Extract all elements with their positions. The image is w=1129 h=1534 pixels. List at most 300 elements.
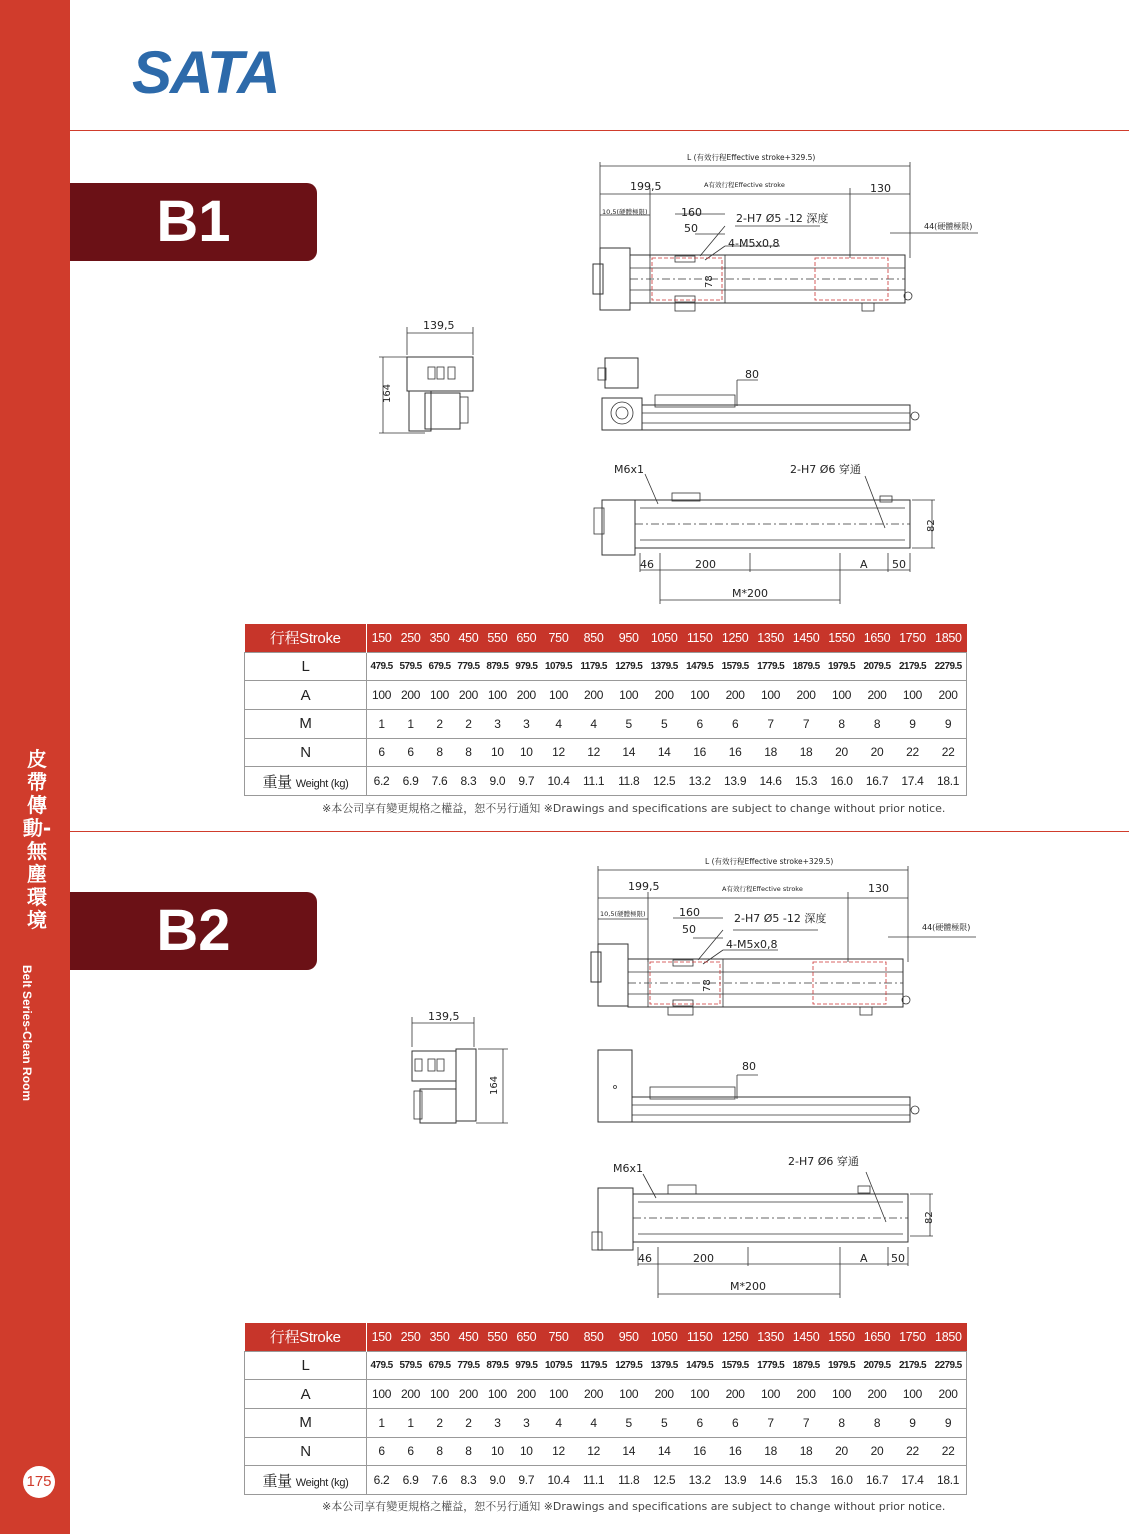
row-label-a: A: [245, 1380, 367, 1409]
svg-text:4-M5x0,8: 4-M5x0,8: [728, 237, 780, 250]
table-cell: 14: [646, 1437, 681, 1466]
table-cell: 200: [717, 681, 752, 710]
table-cell: 1379.5: [646, 1351, 681, 1380]
table-row: [245, 681, 967, 710]
table-cell: 8: [454, 1437, 483, 1466]
table-cell: 6.9: [396, 1466, 425, 1495]
category-title-cn: 皮帶傳動-無塵環境: [22, 747, 52, 932]
table-cell: 200: [930, 1380, 966, 1409]
table-cell: 18.1: [930, 767, 966, 796]
table-cell: 17.4: [895, 1466, 930, 1495]
table-cell: 2: [425, 1408, 454, 1437]
table-cell: 6.9: [396, 767, 425, 796]
table-cell: 100: [753, 1380, 788, 1409]
table-cell: 14.6: [753, 767, 788, 796]
svg-text:A: A: [860, 558, 868, 571]
table-cell: 4: [541, 709, 576, 738]
table-cell: 20: [824, 738, 859, 767]
b2-disclaimer: ※本公司享有變更規格之權益，恕不另行通知 ※Drawings and specifications are subject to change without prior notice.: [322, 1500, 946, 1513]
svg-text:82: 82: [926, 519, 937, 532]
table-cell: 22: [895, 1437, 930, 1466]
table-cell: 1: [367, 709, 397, 738]
svg-text:78: 78: [704, 275, 715, 288]
b1-disclaimer: ※本公司享有變更規格之權益，恕不另行通知 ※Drawings and specifications are subject to change without prior notice.: [322, 802, 946, 815]
svg-text:200: 200: [693, 1252, 714, 1265]
table-cell: 12: [541, 1437, 576, 1466]
table-cell: 8: [824, 709, 859, 738]
table-cell: 5: [611, 709, 646, 738]
table-cell: 100: [541, 681, 576, 710]
b2-side-view-drawing: [400, 1005, 510, 1130]
table-cell: 579.5: [396, 652, 425, 681]
svg-text:44(硬體極限): 44(硬體極限): [924, 222, 973, 231]
table-cell: 1879.5: [788, 1351, 823, 1380]
stroke-cell: 450: [454, 624, 483, 652]
table-cell: 1579.5: [717, 652, 752, 681]
table-cell: 200: [788, 681, 823, 710]
table-cell: 8: [425, 1437, 454, 1466]
table-cell: 11.1: [576, 767, 611, 796]
table-cell: 1479.5: [682, 652, 717, 681]
table-cell: 100: [425, 1380, 454, 1409]
table-cell: 100: [682, 681, 717, 710]
table-cell: 200: [512, 1380, 541, 1409]
table-cell: 100: [611, 681, 646, 710]
table-cell: 11.8: [611, 767, 646, 796]
table-header-row: [245, 1323, 967, 1351]
table-cell: 1779.5: [753, 1351, 788, 1380]
table-cell: 2: [454, 709, 483, 738]
table-cell: 9.0: [483, 1466, 512, 1495]
b1-top-view-drawing: [590, 148, 990, 318]
weight-label-cn: 重量: [262, 773, 292, 791]
svg-text:164: 164: [382, 383, 393, 403]
table-cell: 9: [930, 709, 966, 738]
table-cell: 6: [682, 1408, 717, 1437]
table-row: [245, 1351, 967, 1380]
stroke-cell: 550: [483, 1323, 512, 1351]
table-cell: 100: [824, 1380, 859, 1409]
table-cell: 479.5: [367, 1351, 397, 1380]
svg-text:A有效行程Effective stroke: A有效行程Effective stroke: [722, 885, 803, 893]
table-cell: 1379.5: [646, 652, 681, 681]
table-cell: 16.7: [859, 767, 894, 796]
b2-top-view-drawing: [588, 852, 988, 1022]
b1-side-view-drawing: [375, 315, 485, 435]
table-row: [245, 652, 967, 681]
table-cell: 12: [576, 738, 611, 767]
table-cell: 16.7: [859, 1466, 894, 1495]
table-cell: 4: [576, 1408, 611, 1437]
stroke-cell: 850: [576, 624, 611, 652]
table-cell: 8: [425, 738, 454, 767]
table-cell: 8: [454, 738, 483, 767]
table-row: [245, 1466, 967, 1495]
table-cell: 200: [396, 1380, 425, 1409]
stroke-cell: 1450: [788, 1323, 823, 1351]
stroke-cell: 1550: [824, 1323, 859, 1351]
row-label-l: L: [245, 652, 367, 681]
table-cell: 11.1: [576, 1466, 611, 1495]
svg-text:44(硬體極限): 44(硬體極限): [922, 923, 971, 932]
svg-text:199,5: 199,5: [630, 180, 662, 193]
table-cell: 9.7: [512, 767, 541, 796]
svg-text:2-H7 Ø6 穿通: 2-H7 Ø6 穿通: [790, 463, 861, 476]
stroke-cell: 1650: [859, 624, 894, 652]
weight-label-cn: 重量: [262, 1472, 292, 1490]
table-cell: 10: [512, 738, 541, 767]
table-cell: 100: [367, 681, 397, 710]
table-cell: 1079.5: [541, 652, 576, 681]
table-cell: 6: [396, 1437, 425, 1466]
table-cell: 200: [646, 1380, 681, 1409]
b1-front-view-drawing: [590, 350, 940, 435]
svg-text:10,5(硬體極限): 10,5(硬體極限): [600, 910, 646, 918]
table-cell: 1279.5: [611, 652, 646, 681]
stroke-cell: 250: [396, 1323, 425, 1351]
svg-text:80: 80: [745, 368, 759, 381]
svg-text:50: 50: [891, 1252, 905, 1265]
table-row: [245, 709, 967, 738]
table-cell: 4: [576, 709, 611, 738]
table-cell: 18: [753, 1437, 788, 1466]
table-cell: 1979.5: [824, 1351, 859, 1380]
row-label-n: N: [245, 738, 367, 767]
table-row: [245, 738, 967, 767]
svg-text:4-M5x0,8: 4-M5x0,8: [726, 938, 778, 951]
table-cell: 16: [717, 738, 752, 767]
table-cell: 7.6: [425, 767, 454, 796]
table-cell: 1: [367, 1408, 397, 1437]
svg-text:78: 78: [702, 979, 713, 992]
table-cell: 18: [753, 738, 788, 767]
table-cell: 18: [788, 738, 823, 767]
table-cell: 200: [930, 681, 966, 710]
table-cell: 1279.5: [611, 1351, 646, 1380]
table-cell: 7.6: [425, 1466, 454, 1495]
table-cell: 879.5: [483, 1351, 512, 1380]
svg-text:46: 46: [640, 558, 654, 571]
row-label-weight: [245, 767, 367, 796]
stroke-cell: 150: [367, 624, 397, 652]
svg-text:M*200: M*200: [730, 1280, 766, 1293]
table-cell: 14: [646, 738, 681, 767]
category-title-en: Belt Series-Clean Room: [20, 965, 34, 1102]
table-cell: 979.5: [512, 1351, 541, 1380]
table-cell: 1979.5: [824, 652, 859, 681]
table-cell: 13.2: [682, 767, 717, 796]
table-cell: 200: [454, 1380, 483, 1409]
table-cell: 2179.5: [895, 1351, 930, 1380]
svg-text:A: A: [860, 1252, 868, 1265]
table-header-row: [245, 624, 967, 652]
svg-text:M*200: M*200: [732, 587, 768, 600]
table-cell: 12: [541, 738, 576, 767]
stroke-header: 行程Stroke: [245, 1323, 367, 1351]
table-cell: 200: [859, 1380, 894, 1409]
row-label-l: L: [245, 1351, 367, 1380]
table-cell: 100: [895, 1380, 930, 1409]
table-cell: 3: [512, 1408, 541, 1437]
table-cell: 8.3: [454, 1466, 483, 1495]
table-cell: 779.5: [454, 652, 483, 681]
table-cell: 1079.5: [541, 1351, 576, 1380]
b1-spec-table: [244, 624, 967, 796]
stroke-cell: 1350: [753, 624, 788, 652]
table-cell: 100: [682, 1380, 717, 1409]
table-cell: 18.1: [930, 1466, 966, 1495]
table-cell: 200: [396, 681, 425, 710]
table-cell: 200: [646, 681, 681, 710]
svg-text:2-H7 Ø6 穿通: 2-H7 Ø6 穿通: [788, 1155, 859, 1168]
table-cell: 3: [483, 709, 512, 738]
table-cell: 8: [859, 1408, 894, 1437]
table-cell: 2: [425, 709, 454, 738]
table-cell: 9.0: [483, 767, 512, 796]
stroke-cell: 1850: [930, 1323, 966, 1351]
table-cell: 10.4: [541, 767, 576, 796]
table-cell: 979.5: [512, 652, 541, 681]
table-cell: 2279.5: [930, 1351, 966, 1380]
page-number: 175: [23, 1466, 55, 1498]
row-label-a: A: [245, 681, 367, 710]
table-cell: 22: [895, 738, 930, 767]
stroke-cell: 550: [483, 624, 512, 652]
table-cell: 13.9: [717, 767, 752, 796]
stroke-cell: 350: [425, 1323, 454, 1351]
svg-text:A有效行程Effective stroke: A有效行程Effective stroke: [704, 181, 785, 189]
svg-text:50: 50: [682, 923, 696, 936]
b2-spec-table: [244, 1323, 967, 1495]
stroke-cell: 1150: [682, 1323, 717, 1351]
table-cell: 879.5: [483, 652, 512, 681]
table-cell: 2: [454, 1408, 483, 1437]
table-cell: 7: [788, 709, 823, 738]
divider-top: [70, 130, 1129, 131]
svg-text:160: 160: [681, 206, 702, 219]
table-cell: 6: [396, 738, 425, 767]
table-row: [245, 1437, 967, 1466]
table-cell: 7: [788, 1408, 823, 1437]
b1-bottom-view-drawing: [590, 458, 950, 608]
table-cell: 7: [753, 1408, 788, 1437]
section-tag-b1: B1: [70, 183, 317, 261]
svg-text:M6x1: M6x1: [613, 1162, 643, 1175]
stroke-cell: 350: [425, 624, 454, 652]
stroke-cell: 1350: [753, 1323, 788, 1351]
stroke-cell: 650: [512, 1323, 541, 1351]
svg-text:L (有效行程Effective stroke+329.5): L (有效行程Effective stroke+329.5): [705, 857, 834, 866]
table-cell: 9.7: [512, 1466, 541, 1495]
table-cell: 200: [576, 1380, 611, 1409]
row-label-m: M: [245, 709, 367, 738]
table-cell: 16.0: [824, 767, 859, 796]
table-cell: 12.5: [646, 767, 681, 796]
table-cell: 100: [611, 1380, 646, 1409]
row-label-weight: [245, 1466, 367, 1495]
svg-text:2-H7 Ø5 -12 深度: 2-H7 Ø5 -12 深度: [736, 212, 829, 225]
stroke-cell: 1750: [895, 1323, 930, 1351]
svg-text:2-H7 Ø5 -12 深度: 2-H7 Ø5 -12 深度: [734, 912, 827, 925]
weight-label-en: Weight (kg): [295, 1476, 349, 1489]
svg-text:130: 130: [868, 882, 889, 895]
table-cell: 3: [512, 709, 541, 738]
logo-text: SATA: [132, 40, 279, 100]
table-cell: 12.5: [646, 1466, 681, 1495]
table-cell: 6: [717, 1408, 752, 1437]
table-cell: 100: [483, 681, 512, 710]
svg-text:80: 80: [742, 1060, 756, 1073]
table-cell: 22: [930, 1437, 966, 1466]
table-cell: 479.5: [367, 652, 397, 681]
table-cell: 12: [576, 1437, 611, 1466]
stroke-cell: 1150: [682, 624, 717, 652]
svg-text:130: 130: [870, 182, 891, 195]
stroke-cell: 1750: [895, 624, 930, 652]
table-cell: 10: [512, 1437, 541, 1466]
table-cell: 6: [367, 1437, 397, 1466]
table-cell: 9: [895, 709, 930, 738]
table-cell: 16: [682, 1437, 717, 1466]
table-cell: 679.5: [425, 652, 454, 681]
svg-text:L (有效行程Effective stroke+329.5): L (有效行程Effective stroke+329.5): [687, 153, 816, 162]
table-cell: 14.6: [753, 1466, 788, 1495]
stroke-cell: 950: [611, 1323, 646, 1351]
table-cell: 9: [930, 1408, 966, 1437]
table-cell: 5: [611, 1408, 646, 1437]
table-row: [245, 767, 967, 796]
table-cell: 10: [483, 1437, 512, 1466]
table-cell: 17.4: [895, 767, 930, 796]
table-cell: 6.2: [367, 767, 397, 796]
svg-text:M6x1: M6x1: [614, 463, 644, 476]
stroke-cell: 150: [367, 1323, 397, 1351]
table-cell: 4: [541, 1408, 576, 1437]
table-cell: 200: [454, 681, 483, 710]
table-cell: 15.3: [788, 1466, 823, 1495]
table-cell: 200: [788, 1380, 823, 1409]
stroke-cell: 750: [541, 624, 576, 652]
table-cell: 14: [611, 738, 646, 767]
table-cell: 6.2: [367, 1466, 397, 1495]
table-cell: 200: [576, 681, 611, 710]
stroke-cell: 950: [611, 624, 646, 652]
table-cell: 2079.5: [859, 1351, 894, 1380]
table-cell: 100: [483, 1380, 512, 1409]
table-cell: 2079.5: [859, 652, 894, 681]
table-cell: 100: [541, 1380, 576, 1409]
stroke-cell: 1550: [824, 624, 859, 652]
stroke-cell: 1050: [646, 624, 681, 652]
divider-middle: [70, 831, 1129, 832]
table-cell: 6: [717, 709, 752, 738]
stroke-cell: 850: [576, 1323, 611, 1351]
stroke-cell: 1650: [859, 1323, 894, 1351]
svg-text:50: 50: [684, 222, 698, 235]
row-label-m: M: [245, 1408, 367, 1437]
table-cell: 679.5: [425, 1351, 454, 1380]
table-cell: 7: [753, 709, 788, 738]
table-cell: 200: [717, 1380, 752, 1409]
table-cell: 8: [859, 709, 894, 738]
table-cell: 6: [367, 738, 397, 767]
stroke-cell: 1250: [717, 1323, 752, 1351]
table-cell: 1: [396, 1408, 425, 1437]
table-cell: 22: [930, 738, 966, 767]
table-cell: 2279.5: [930, 652, 966, 681]
table-cell: 200: [512, 681, 541, 710]
svg-text:139,5: 139,5: [428, 1010, 460, 1023]
table-cell: 200: [859, 681, 894, 710]
table-cell: 579.5: [396, 1351, 425, 1380]
table-cell: 779.5: [454, 1351, 483, 1380]
svg-text:139,5: 139,5: [423, 319, 455, 332]
svg-text:164: 164: [489, 1075, 500, 1095]
table-cell: 8.3: [454, 767, 483, 796]
weight-label-en: Weight (kg): [295, 777, 349, 790]
table-cell: 5: [646, 709, 681, 738]
table-cell: 16: [717, 1437, 752, 1466]
b2-front-view-drawing: [590, 1045, 940, 1130]
stroke-cell: 650: [512, 624, 541, 652]
table-cell: 9: [895, 1408, 930, 1437]
table-cell: 6: [682, 709, 717, 738]
table-cell: 3: [483, 1408, 512, 1437]
table-cell: 11.8: [611, 1466, 646, 1495]
table-row: [245, 1380, 967, 1409]
svg-text:46: 46: [638, 1252, 652, 1265]
table-cell: 100: [753, 681, 788, 710]
table-cell: 100: [367, 1380, 397, 1409]
table-cell: 20: [859, 1437, 894, 1466]
table-cell: 1779.5: [753, 652, 788, 681]
stroke-header: 行程Stroke: [245, 624, 367, 652]
svg-text:50: 50: [892, 558, 906, 571]
table-cell: 2179.5: [895, 652, 930, 681]
table-cell: 13.9: [717, 1466, 752, 1495]
section-tag-b2: B2: [70, 892, 317, 970]
stroke-cell: 1450: [788, 624, 823, 652]
row-label-n: N: [245, 1437, 367, 1466]
table-cell: 100: [425, 681, 454, 710]
svg-text:160: 160: [679, 906, 700, 919]
stroke-cell: 1050: [646, 1323, 681, 1351]
table-cell: 1179.5: [576, 1351, 611, 1380]
svg-text:10,5(硬體極限): 10,5(硬體極限): [602, 208, 648, 216]
stroke-cell: 1250: [717, 624, 752, 652]
sata-logo: [130, 40, 300, 100]
table-cell: 16.0: [824, 1466, 859, 1495]
stroke-cell: 1850: [930, 624, 966, 652]
table-cell: 1179.5: [576, 652, 611, 681]
table-cell: 8: [824, 1408, 859, 1437]
table-cell: 13.2: [682, 1466, 717, 1495]
table-cell: 1479.5: [682, 1351, 717, 1380]
table-cell: 14: [611, 1437, 646, 1466]
stroke-cell: 450: [454, 1323, 483, 1351]
table-cell: 1879.5: [788, 652, 823, 681]
stroke-cell: 250: [396, 624, 425, 652]
table-cell: 15.3: [788, 767, 823, 796]
table-cell: 20: [859, 738, 894, 767]
table-cell: 100: [895, 681, 930, 710]
table-cell: 16: [682, 738, 717, 767]
table-cell: 18: [788, 1437, 823, 1466]
b2-bottom-view-drawing: [588, 1152, 948, 1302]
table-cell: 20: [824, 1437, 859, 1466]
table-cell: 10: [483, 738, 512, 767]
table-cell: 10.4: [541, 1466, 576, 1495]
